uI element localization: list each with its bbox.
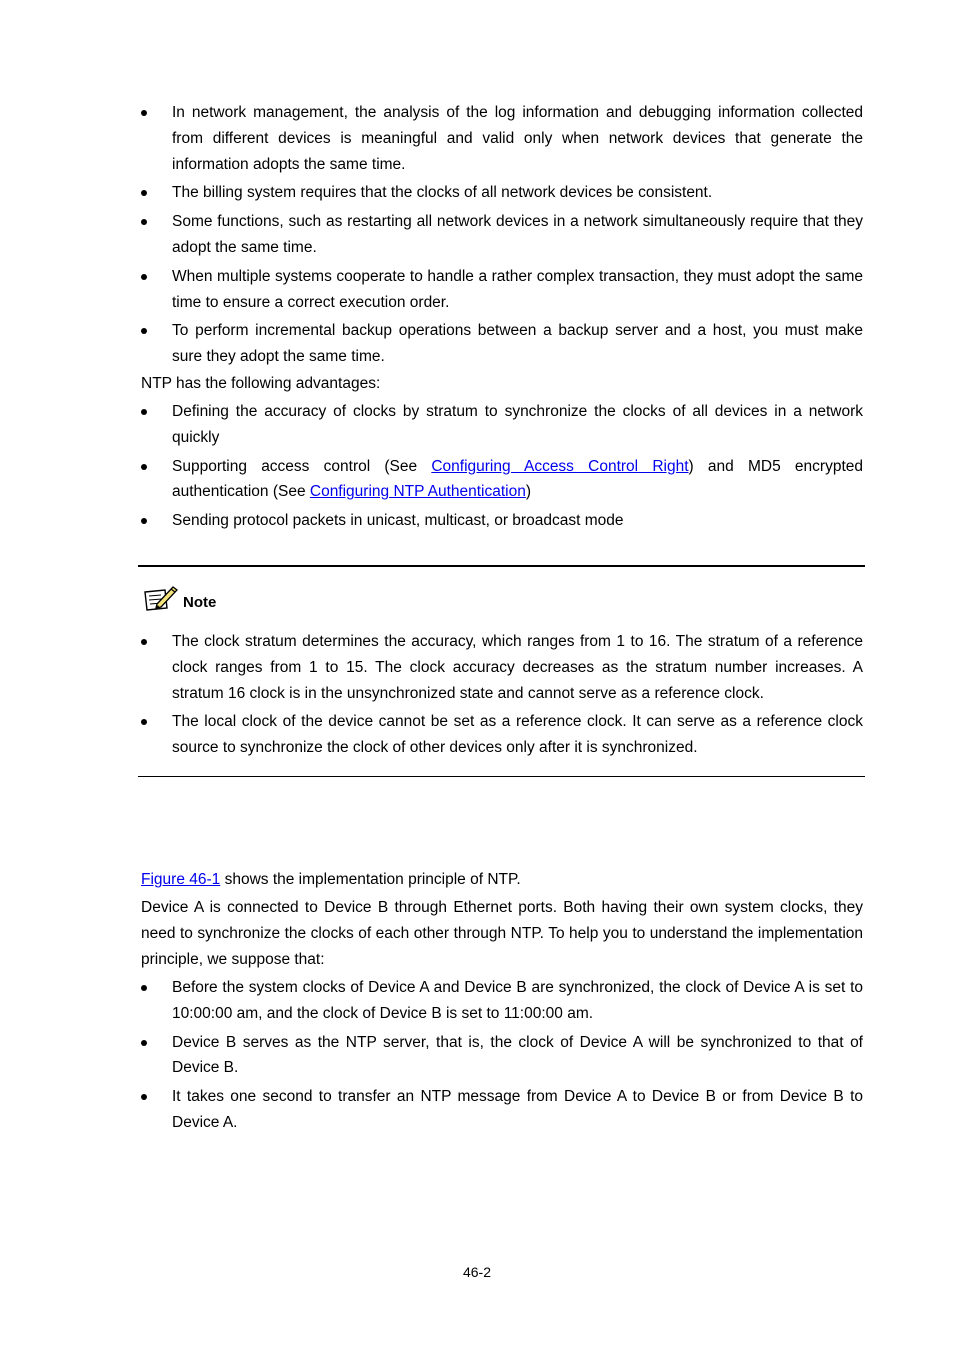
list-item: Some functions, such as restarting all network devices in a network simultaneously require that they adopt the same time. (141, 209, 863, 261)
bullet-icon (141, 219, 147, 225)
bullet-icon (141, 274, 147, 280)
list-item: Defining the accuracy of clocks by stratum to synchronize the clocks of all devices in a network quickly (141, 399, 863, 451)
bullet-icon (141, 190, 147, 196)
bullet-icon (141, 1040, 147, 1046)
ntp-authentication-link[interactable]: Configuring NTP Authentication (309, 483, 526, 501)
list-item: The clock stratum determines the accuracy, which ranges from 1 to 16. The stratum of a reference clock ranges from 1 to 15. The clock accuracy decreases as the stratum number increases. A stratum 16 clock is in the unsynchronized state and cannot serve as a reference clock. (141, 629, 863, 706)
bullet-icon (141, 1094, 147, 1100)
note-top-rule (138, 565, 865, 567)
note-header (143, 584, 216, 612)
bullet-icon (141, 719, 147, 725)
list-item: To perform incremental backup operations between a backup server and a host, you must make sure they adopt the same time. (141, 318, 863, 370)
note-list (141, 629, 863, 764)
list-item: Before the system clocks of Device A and Device B are synchronized, the clock of Device A is set to 10:00:00 am, and the clock of Device B is set to 11:00:00 am. (141, 975, 863, 1027)
bullet-icon (141, 639, 147, 645)
bullet-icon (141, 518, 147, 524)
note-bottom-rule (138, 776, 865, 777)
advantages-list (141, 399, 863, 537)
access-control-link[interactable]: Configuring Access Control Right (431, 457, 689, 475)
reasons-list (141, 100, 863, 373)
bullet-icon (141, 110, 147, 116)
list-item: Supporting access control (See Configuring Access Control Right) and MD5 encrypted authentication (See Configuring NTP Authentication) (141, 454, 863, 506)
list-item: The billing system requires that the clocks of all network devices be consistent. (141, 180, 863, 206)
bullet-icon (141, 985, 147, 991)
advantages-intro: NTP has the following advantages: (141, 375, 381, 392)
principle-paragraph: Device A is connected to Device B through Ethernet ports. Both having their own system clocks, they need to synchronize the clocks of each other through NTP. To help you to understand the implementation principle, we suppose that: (141, 899, 863, 968)
list-item: The local clock of the device cannot be set as a reference clock. It can serve as a reference clock source to synchronize the clock of other devices only after it is synchronized. (141, 709, 863, 761)
list-item: It takes one second to transfer an NTP message from Device A to Device B or from Device B to Device A. (141, 1084, 863, 1136)
figure-reference: Figure 46-1 shows the implementation principle of NTP. (141, 871, 521, 888)
list-item: When multiple systems cooperate to handle a rather complex transaction, they must adopt the same time to ensure a correct execution order. (141, 264, 863, 316)
list-item: Sending protocol packets in unicast, multicast, or broadcast mode (141, 508, 863, 534)
page-number: 46-2 (462, 1264, 492, 1280)
note-label: Note (183, 594, 217, 611)
note-pencil-icon (143, 584, 179, 612)
figure-46-1-link[interactable]: Figure 46-1 (141, 871, 221, 888)
assumptions-list (141, 975, 863, 1139)
bullet-icon (141, 464, 147, 470)
bullet-icon (141, 328, 147, 334)
list-item: Device B serves as the NTP server, that is, the clock of Device A will be synchronized to that of Device B. (141, 1030, 863, 1082)
list-item: In network management, the analysis of the log information and debugging information collected from different devices is meaningful and valid only when network devices that generate the information adopts the same time. (141, 100, 863, 177)
bullet-icon (141, 409, 147, 415)
